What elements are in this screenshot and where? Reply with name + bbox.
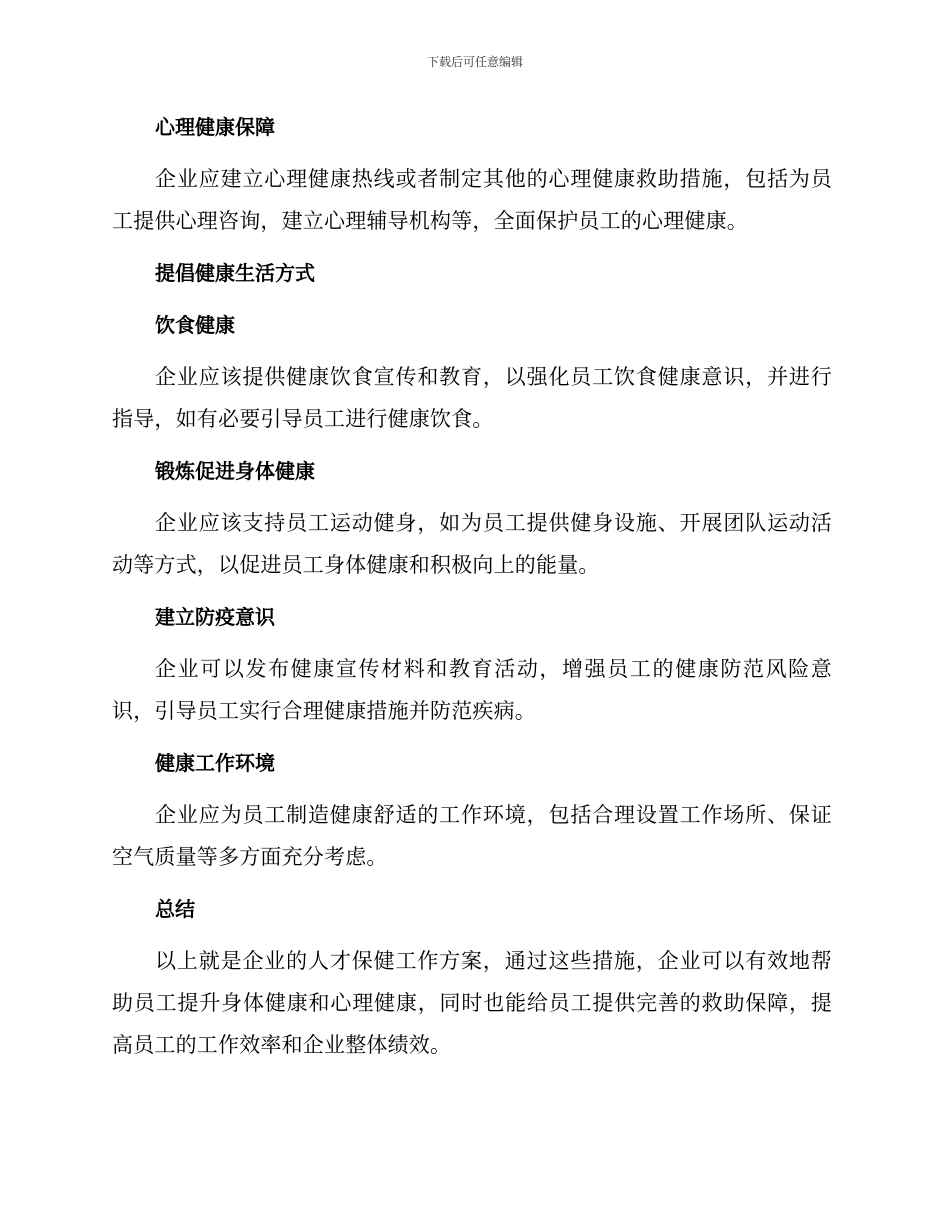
section-body-epidemic-prevention: 企业可以发布健康宣传材料和教育活动，增强员工的健康防范风险意识，引导员工实行合理健康措施并防范疾病。 [112, 657, 832, 723]
section-heading-diet: 饮食健康 [155, 313, 235, 337]
section-heading-healthy-lifestyle: 提倡健康生活方式 [155, 261, 315, 285]
section-heading-epidemic-prevention: 建立防疫意识 [155, 605, 275, 629]
section-heading-exercise: 锻炼促进身体健康 [155, 459, 315, 483]
page-header: 下载后可任意编辑 [426, 55, 523, 69]
section-body-diet: 企业应该提供健康饮食宣传和教育，以强化员工饮食健康意识，并进行指导，如有必要引导员工进行健康饮食。 [112, 365, 832, 431]
section-heading-mental-health: 心理健康保障 [155, 115, 275, 139]
section-heading-summary: 总结 [155, 897, 195, 921]
document-body [112, 106, 832, 1076]
section-body-work-environment: 企业应为员工制造健康舒适的工作环境，包括合理设置工作场所、保证空气质量等多方面充分考虑。 [112, 803, 832, 869]
section-body-exercise: 企业应该支持员工运动健身，如为员工提供健身设施、开展团队运动活动等方式，以促进员工身体健康和积极向上的能量。 [112, 511, 832, 577]
section-body-summary: 以上就是企业的人才保健工作方案，通过这些措施，企业可以有效地帮助员工提升身体健康和心理健康，同时也能给员工提供完善的救助保障，提高员工的工作效率和企业整体绩效。 [112, 949, 832, 1057]
section-heading-work-environment: 健康工作环境 [155, 751, 275, 775]
section-body-mental-health: 企业应建立心理健康热线或者制定其他的心理健康救助措施，包括为员工提供心理咨询，建立心理辅导机构等，全面保护员工的心理健康。 [112, 167, 832, 233]
